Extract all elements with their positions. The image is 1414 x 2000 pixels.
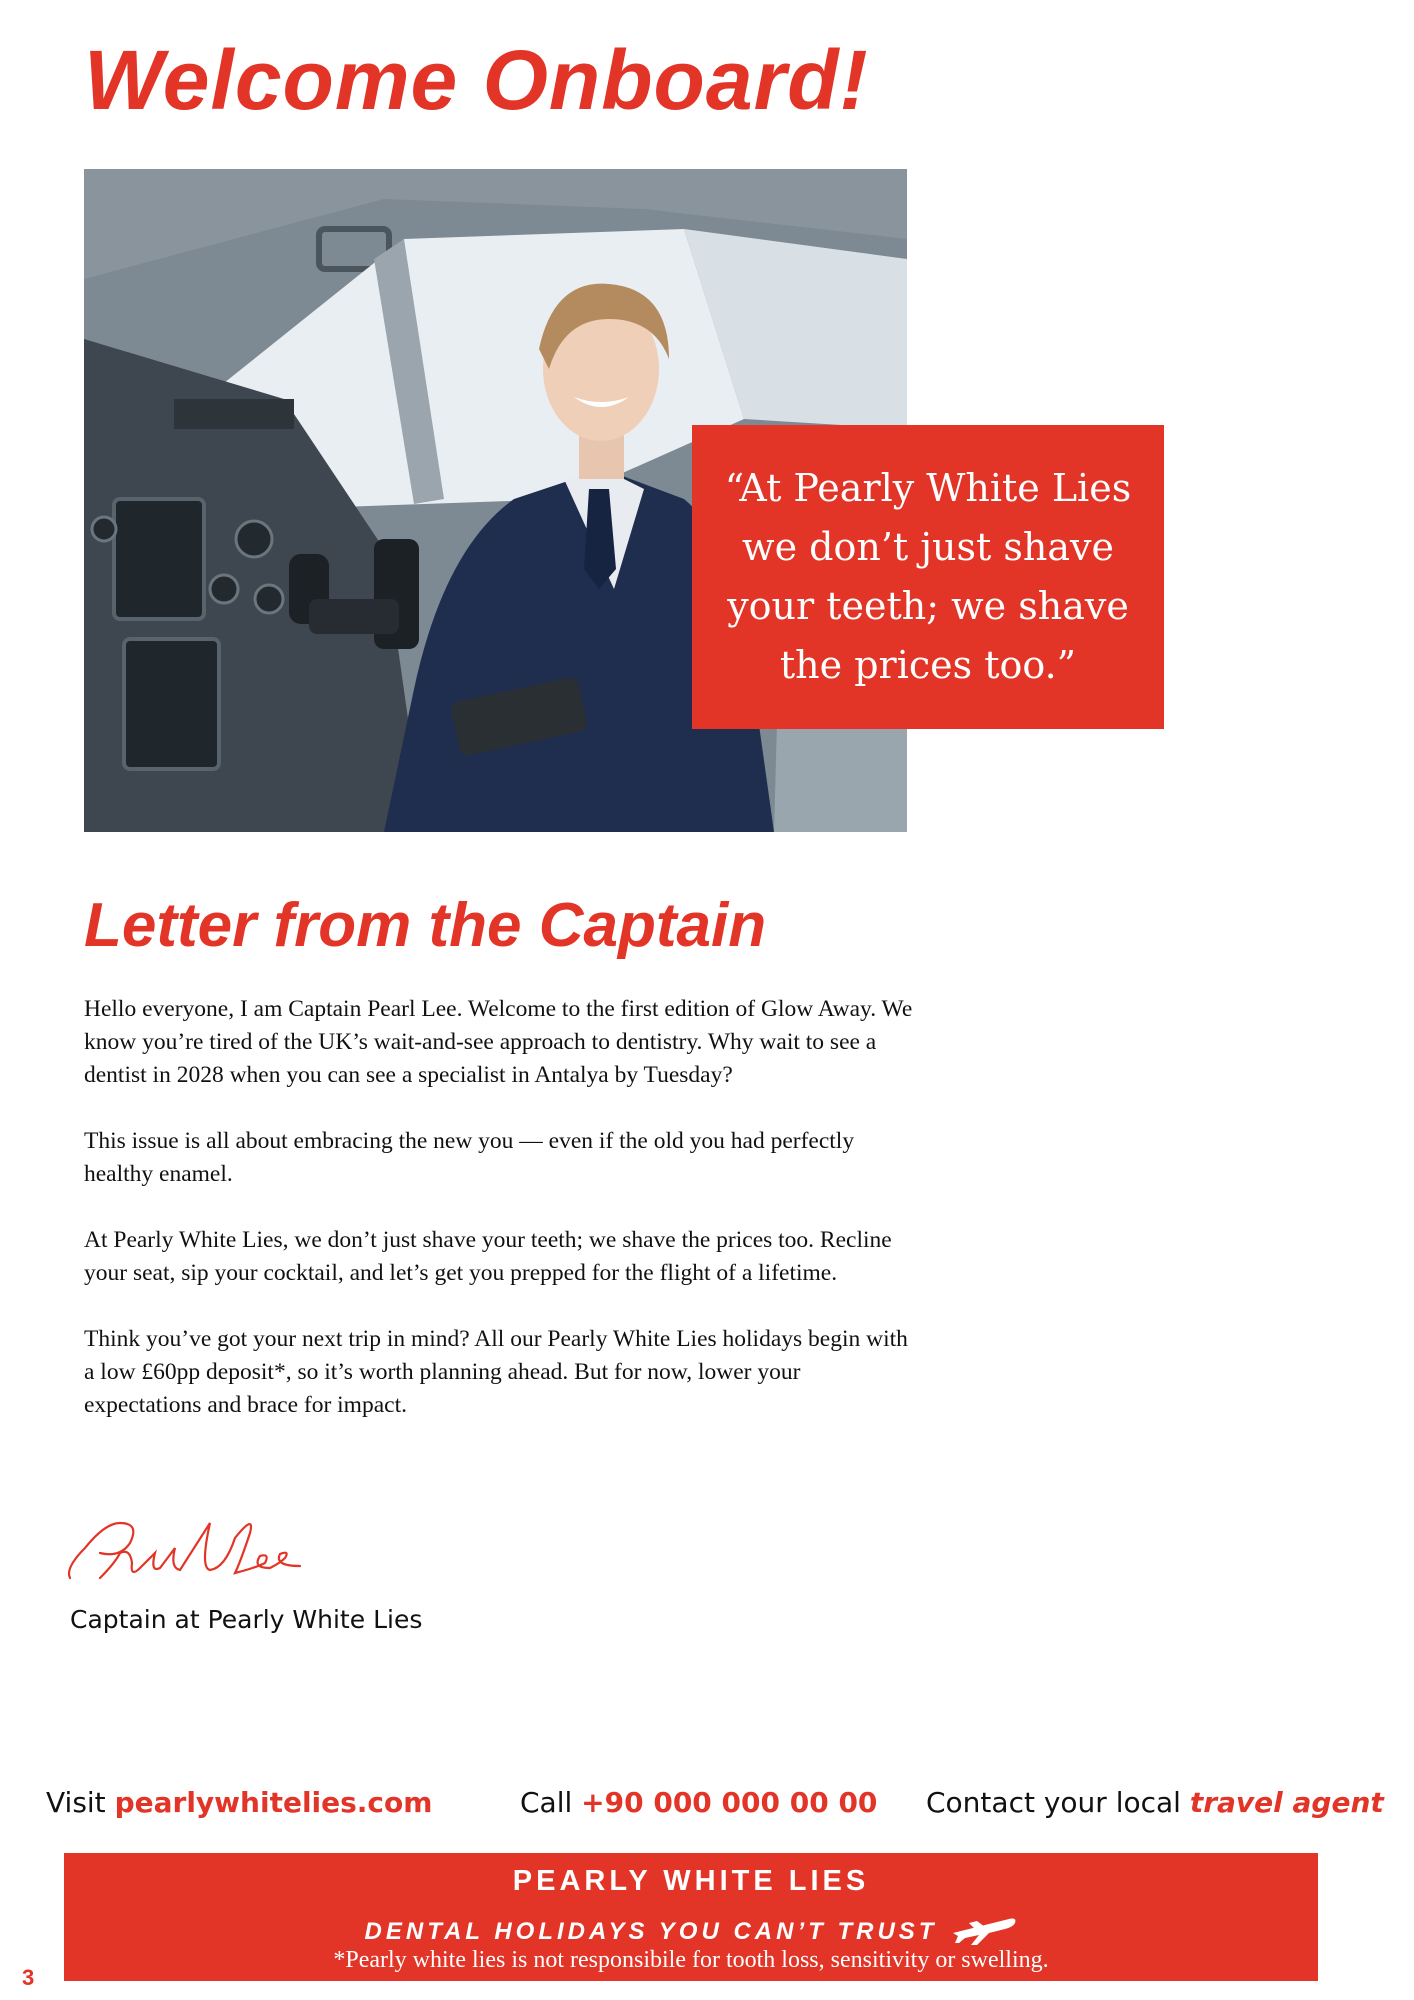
letter-paragraph: Hello everyone, I am Captain Pearl Lee. Welcome to the first edition of Glow Away. We know you’re tired of the UK’s wait-and-see approach to dentistry. Why wait to see a dentist in 2028 when you can see a specialist in Antalya by Tuesday?	[84, 996, 913, 1088]
tagline: DENTAL HOLIDAYS YOU CAN’T TRUST	[364, 1917, 938, 1945]
disclaimer: *Pearly white lies is not responsibile for tooth loss, sensitivity or swelling.	[333, 1947, 1049, 1973]
agent-label: Contact your local	[926, 1786, 1190, 1819]
tagline-row	[64, 1911, 1318, 1952]
letter-paragraph: This issue is all about embracing the new you — even if the old you had perfectly healthy enamel.	[84, 1128, 855, 1187]
visit-label: Visit	[46, 1786, 115, 1819]
letter-paragraph: At Pearly White Lies, we don’t just shave your teeth; we shave the prices too. Recline your seat, sip your cocktail, and let’s get you prepped for the flight of a lifetime.	[84, 1227, 892, 1286]
signature-caption: Captain at Pearly White Lies	[70, 1605, 423, 1634]
page-title: Welcome Onboard!	[84, 33, 869, 127]
letter-paragraph: Think you’ve got your next trip in mind? All our Pearly White Lies holidays begin with a low £60pp deposit*, so it’s worth planning ahead. But for now, lower your expectations and brace for impact.	[84, 1326, 908, 1418]
letter-heading: Letter from the Captain	[84, 891, 767, 960]
travel-agent-link[interactable]: travel agent	[1189, 1786, 1384, 1819]
page-number: 3	[22, 1965, 35, 1990]
contact-agent	[926, 1786, 1384, 1819]
signature	[60, 1508, 320, 1588]
contact-phone	[520, 1786, 877, 1819]
website-link[interactable]: pearlywhitelies.com	[114, 1786, 433, 1819]
brand-name: PEARLY WHITE LIES	[512, 1865, 870, 1897]
footer-banner	[64, 1853, 1318, 1981]
phone-link[interactable]: +90 000 000 00 00	[581, 1786, 878, 1819]
letter-body	[84, 993, 914, 1455]
pull-quote: “At Pearly White Lies we don’t just shave your teeth; we shave the prices too.”	[692, 425, 1164, 729]
call-label: Call	[520, 1786, 582, 1819]
contact-website	[46, 1786, 432, 1819]
airplane-icon	[949, 1911, 1017, 1952]
